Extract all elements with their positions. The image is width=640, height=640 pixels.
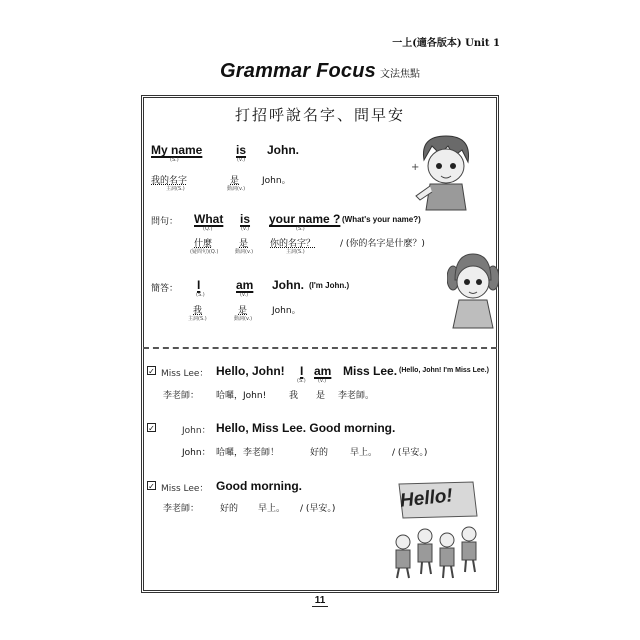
line-2-zh-d: 早上。 bbox=[350, 448, 378, 458]
s1-zh-object: John。 bbox=[262, 176, 291, 186]
q-tag-is: (v.) bbox=[241, 226, 250, 232]
a-word-i: I bbox=[197, 278, 201, 292]
running-header: 一上(適各版本) Unit 1 bbox=[392, 38, 500, 49]
a-zh-john: John。 bbox=[272, 306, 301, 316]
line-1-i-tag: (S.) bbox=[297, 378, 306, 384]
s1-zh-verb: 是 bbox=[230, 176, 240, 186]
a-zh-i-tag: 主詞(S.) bbox=[188, 316, 207, 322]
a-tag-am: (v.) bbox=[240, 292, 249, 298]
line-3-zh-b: 好的 bbox=[220, 504, 239, 514]
q-zh-what-tag: (疑問句)(Q.) bbox=[190, 249, 219, 255]
a-note: (I'm John.) bbox=[309, 281, 350, 290]
page-number: 11 bbox=[0, 595, 640, 606]
q-word-your-name: your name ? bbox=[269, 212, 341, 226]
title-chinese: 文法焦點 bbox=[380, 69, 420, 80]
a-word-am: am bbox=[236, 278, 254, 292]
s1-word-object: John. bbox=[267, 143, 299, 157]
line-1-a: Hello, John! bbox=[216, 364, 285, 378]
hello-bubble-text: Hello! bbox=[398, 485, 454, 512]
line-2-zh-a: John： bbox=[182, 448, 211, 458]
s1-word-subject: My name bbox=[151, 143, 203, 157]
speaker-2: John： bbox=[182, 426, 211, 436]
line-1-zh-e: 李老師。 bbox=[338, 391, 375, 401]
line-1-zh-c: 我 bbox=[289, 391, 299, 401]
line-3-zh-d: / (早安。) bbox=[300, 504, 336, 514]
a-zh-am: 是 bbox=[238, 306, 248, 316]
q-tag-your-name: (S.) bbox=[296, 226, 305, 232]
girl-illustration bbox=[447, 250, 499, 330]
q-zh-your-name-tag: 主詞(S.) bbox=[286, 249, 305, 255]
q-zh-is: 是 bbox=[239, 239, 249, 249]
page-title bbox=[0, 60, 640, 83]
a-zh-i: 我 bbox=[193, 306, 203, 316]
sparkle-icon: + bbox=[411, 162, 420, 173]
line-2: Hello, Miss Lee. Good morning. bbox=[216, 421, 396, 435]
line-3-zh-c: 早上。 bbox=[258, 504, 286, 514]
q-zh-your-name: 你的名字？ bbox=[270, 239, 316, 249]
line-1-note: (Hello, John! I'm Miss Lee.) bbox=[399, 367, 489, 374]
line-3: Good morning. bbox=[216, 479, 302, 493]
checkbox-1[interactable]: ✓ bbox=[148, 367, 155, 376]
speaker-3: Miss Lee： bbox=[161, 484, 209, 494]
question-prefix: 問句： bbox=[151, 217, 179, 227]
topic-heading: 打招呼說名字、問早安 bbox=[234, 106, 405, 124]
s1-zh-subject-tag: 主詞(S.) bbox=[166, 186, 185, 192]
q-zh-what: 什麼 bbox=[194, 239, 213, 249]
title-english: Grammar Focus bbox=[220, 60, 376, 82]
line-3-zh-a: 李老師： bbox=[163, 504, 200, 514]
line-2-zh-b: 哈囉，李老師！ bbox=[216, 448, 280, 458]
line-1-zh-d: 是 bbox=[316, 391, 326, 401]
a-word-john: John. bbox=[272, 278, 304, 292]
boy-illustration bbox=[410, 130, 480, 212]
q-note: (What's your name?) bbox=[342, 215, 421, 224]
s1-tag-subject: (S.) bbox=[170, 157, 179, 163]
a-zh-am-tag: 動詞(v.) bbox=[234, 316, 253, 322]
line-1-am: am bbox=[314, 364, 332, 378]
s1-word-verb: is bbox=[236, 143, 247, 157]
q-word-is: is bbox=[240, 212, 251, 226]
line-2-zh-e: / (早安。) bbox=[392, 448, 428, 458]
s1-tag-verb: (v.) bbox=[237, 157, 246, 163]
answer-prefix: 簡答： bbox=[151, 284, 179, 294]
checkbox-2[interactable]: ✓ bbox=[148, 424, 155, 433]
line-1-am-tag: (v.) bbox=[318, 378, 327, 384]
line-1-b: Miss Lee. bbox=[343, 364, 398, 378]
line-1-zh-a: 李老師： bbox=[163, 391, 200, 401]
s1-zh-verb-tag: 動詞(v.) bbox=[227, 186, 246, 192]
q-zh-is-tag: 動詞(v.) bbox=[235, 249, 254, 255]
line-1-i: I bbox=[300, 364, 304, 378]
q-zh-alt: / (你的名字是什麼？) bbox=[340, 239, 425, 249]
q-tag-what: (Q.) bbox=[203, 226, 213, 232]
line-2-zh-c: 好的 bbox=[310, 448, 329, 458]
speaker-1: Miss Lee： bbox=[161, 369, 209, 379]
q-word-what: What bbox=[194, 212, 224, 226]
checkbox-3[interactable]: ✓ bbox=[148, 482, 155, 491]
line-1-zh-b: 哈囉，John! bbox=[216, 391, 267, 401]
s1-zh-subject: 我的名字 bbox=[151, 176, 188, 186]
section-divider bbox=[143, 347, 497, 349]
a-tag-i: (S.) bbox=[196, 292, 205, 298]
